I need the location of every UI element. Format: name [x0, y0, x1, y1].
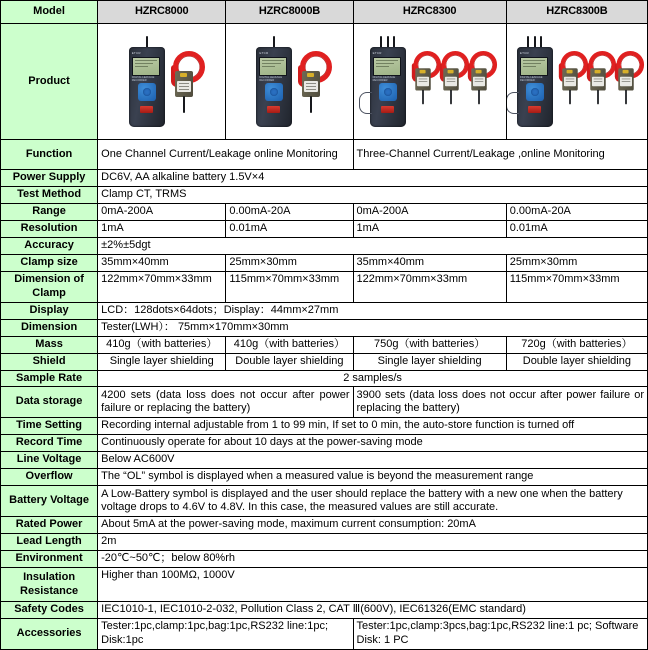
table-row-function: [1, 140, 648, 170]
table-row-mass: [1, 336, 648, 353]
product-image-hzrc8000b: [226, 24, 353, 140]
row-label-function: Function: [1, 140, 98, 170]
cell-accuracy: ±2%±5dgt: [98, 238, 648, 255]
row-label-record-time: Record Time: [1, 435, 98, 452]
table-row-sample-rate: [1, 370, 648, 387]
table-row-dimension-of-clamp: [1, 272, 648, 303]
cell-resolution-1: 0.01mA: [226, 221, 353, 238]
cell-display: LCD：128dots×64dots；Display：44mm×27mm: [98, 302, 648, 319]
cell-resolution-0: 1mA: [98, 221, 226, 238]
row-label-range: Range: [1, 204, 98, 221]
cell-overflow: The “OL” symbol is displayed when a measured value is beyond the measurement range: [98, 469, 648, 486]
cell-shield-3: Double layer shielding: [506, 353, 647, 370]
row-label-environment: Environment: [1, 551, 98, 568]
cell-clamp-size-1: 25mm×30mm: [226, 255, 353, 272]
table-row-resolution: [1, 221, 648, 238]
meter-device-icon: ETCR DIGITAL LEAKAGE RECORDER: [515, 36, 555, 128]
table-row-lead-length: [1, 534, 648, 551]
table-row-line-voltage: [1, 452, 648, 469]
cell-time-setting: Recording internal adjustable from 1 to 99 min, If set to 0 min, the auto-store function is turned off: [98, 418, 648, 435]
meter-device-icon: ETCR DIGITAL LEAKAGE RECORDER: [254, 36, 294, 128]
header-model-3: HZRC8300B: [506, 1, 647, 24]
table-row-insulation-resistance: [1, 568, 648, 602]
cell-range-2: 0mA-200A: [353, 204, 506, 221]
row-label-dimension-of-clamp: Dimension of Clamp: [1, 272, 98, 303]
cell-test-method: Clamp CT, TRMS: [98, 187, 648, 204]
row-label-accessories: Accessories: [1, 619, 98, 650]
table-row-range: [1, 204, 648, 221]
cell-rated-power: About 5mA at the power-saving mode, maximum current consumption: 20mA: [98, 517, 648, 534]
cell-resolution-2: 1mA: [353, 221, 506, 238]
cell-dim-clamp-0: 122mm×70mm×33mm: [98, 272, 226, 303]
table-row-rated-power: [1, 517, 648, 534]
row-label-sample-rate: Sample Rate: [1, 370, 98, 387]
product-image-hzrc8300: [353, 24, 506, 140]
cell-function-1ch: One Channel Current/Leakage online Monitoring: [98, 140, 353, 170]
row-label-battery-voltage: Battery Voltage: [1, 486, 98, 517]
table-header-row: [1, 1, 648, 24]
cell-insulation-resistance: Higher than 100MΩ, 1000V: [98, 568, 648, 602]
row-label-insulation-resistance: Insulation Resistance: [1, 568, 98, 602]
cell-shield-0: Single layer shielding: [98, 353, 226, 370]
header-model-0: HZRC8000: [98, 1, 226, 24]
cell-accessories-1ch: Tester:1pc,clamp:1pc,bag:1pc,RS232 line:1pc; Disk:1pc: [98, 619, 353, 650]
row-label-mass: Mass: [1, 336, 98, 353]
table-row-product: [1, 24, 648, 140]
cell-sample-rate: 2 samples/s: [98, 370, 648, 387]
table-row-clamp-size: [1, 255, 648, 272]
row-label-line-voltage: Line Voltage: [1, 452, 98, 469]
row-label-dimension: Dimension: [1, 319, 98, 336]
row-label-safety-codes: Safety Codes: [1, 602, 98, 619]
table-row-battery-voltage: [1, 486, 648, 517]
cell-resolution-3: 0.01mA: [506, 221, 647, 238]
cell-line-voltage: Below AC600V: [98, 452, 648, 469]
row-label-test-method: Test Method: [1, 187, 98, 204]
row-label-accuracy: Accuracy: [1, 238, 98, 255]
table-row-power-supply: [1, 170, 648, 187]
cell-accessories-3ch: Tester:1pc,clamp:3pcs,bag:1pc,RS232 line:1 pc; Software Disk: 1 PC: [353, 619, 647, 650]
current-clamp-icon: [411, 51, 433, 104]
table-row-time-setting: [1, 418, 648, 435]
table-row-accuracy: [1, 238, 648, 255]
cell-data-storage-1ch: 4200 sets (data loss does not occur after power failure or replacing the battery): [98, 387, 353, 418]
cell-range-1: 0.00mA-20A: [226, 204, 353, 221]
cell-shield-1: Double layer shielding: [226, 353, 353, 370]
current-clamp-icon: [467, 51, 489, 104]
row-label-lead-length: Lead Length: [1, 534, 98, 551]
cell-clamp-size-3: 25mm×30mm: [506, 255, 647, 272]
row-label-time-setting: Time Setting: [1, 418, 98, 435]
cell-record-time: Continuously operate for about 10 days at the power-saving mode: [98, 435, 648, 452]
cell-dim-clamp-1: 115mm×70mm×33mm: [226, 272, 353, 303]
cell-battery-voltage: A Low-Battery symbol is displayed and the user should replace the battery with a new one when the battery voltage drops to 4.6V to 4.8V. In this case, the measured values are still accurate.: [98, 486, 648, 517]
cell-safety-codes: IEC1010-1, IEC1010-2-032, Pollution Class 2, CAT Ⅲ(600V), IEC61326(EMC standard): [98, 602, 648, 619]
cell-power-supply: DC6V, AA alkaline battery 1.5V×4: [98, 170, 648, 187]
cell-data-storage-3ch: 3900 sets (data loss does not occur after power failure or replacing the battery): [353, 387, 647, 418]
header-model-2: HZRC8300: [353, 1, 506, 24]
row-label-rated-power: Rated Power: [1, 517, 98, 534]
cell-dimension: Tester(LWH）： 75mm×170mm×30mm: [98, 319, 648, 336]
cell-range-3: 0.00mA-20A: [506, 204, 647, 221]
row-label-overflow: Overflow: [1, 469, 98, 486]
current-clamp-icon: [439, 51, 461, 104]
table-row-display: [1, 302, 648, 319]
row-label-power-supply: Power Supply: [1, 170, 98, 187]
table-row-accessories: [1, 619, 648, 650]
current-clamp-icon: [298, 51, 324, 113]
table-row-record-time: [1, 435, 648, 452]
cell-dim-clamp-3: 115mm×70mm×33mm: [506, 272, 647, 303]
table-row-dimension: [1, 319, 648, 336]
table-row-data-storage: [1, 387, 648, 418]
cell-clamp-size-0: 35mm×40mm: [98, 255, 226, 272]
current-clamp-icon: [587, 51, 609, 104]
row-label-product: Product: [1, 24, 98, 140]
row-label-clamp-size: Clamp size: [1, 255, 98, 272]
table-row-shield: [1, 353, 648, 370]
cell-mass-2: 750g（with batteries）: [353, 336, 506, 353]
current-clamp-icon: [171, 51, 197, 113]
cell-lead-length: 2m: [98, 534, 648, 551]
table-row-overflow: [1, 469, 648, 486]
table-row-environment: [1, 551, 648, 568]
meter-device-icon: ETCR DIGITAL LEAKAGE RECORDER: [127, 36, 167, 128]
cell-shield-2: Single layer shielding: [353, 353, 506, 370]
cell-range-0: 0mA-200A: [98, 204, 226, 221]
header-model-1: HZRC8000B: [226, 1, 353, 24]
cell-mass-0: 410g（with batteries）: [98, 336, 226, 353]
current-clamp-icon: [559, 51, 581, 104]
meter-device-icon: ETCR DIGITAL LEAKAGE RECORDER: [368, 36, 408, 128]
row-label-data-storage: Data storage: [1, 387, 98, 418]
row-label-display: Display: [1, 302, 98, 319]
table-row-test-method: [1, 187, 648, 204]
cell-environment: -20℃~50℃；below 80%rh: [98, 551, 648, 568]
product-image-hzrc8300b: [506, 24, 647, 140]
row-label-shield: Shield: [1, 353, 98, 370]
cell-function-3ch: Three-Channel Current/Leakage ,online Monitoring: [353, 140, 647, 170]
row-label-resolution: Resolution: [1, 221, 98, 238]
current-clamp-icon: [615, 51, 637, 104]
product-image-hzrc8000: [98, 24, 226, 140]
cell-clamp-size-2: 35mm×40mm: [353, 255, 506, 272]
table-row-safety-codes: [1, 602, 648, 619]
cell-dim-clamp-2: 122mm×70mm×33mm: [353, 272, 506, 303]
header-label-model: Model: [1, 1, 98, 24]
cell-mass-3: 720g（with batteries）: [506, 336, 647, 353]
cell-mass-1: 410g（with batteries）: [226, 336, 353, 353]
